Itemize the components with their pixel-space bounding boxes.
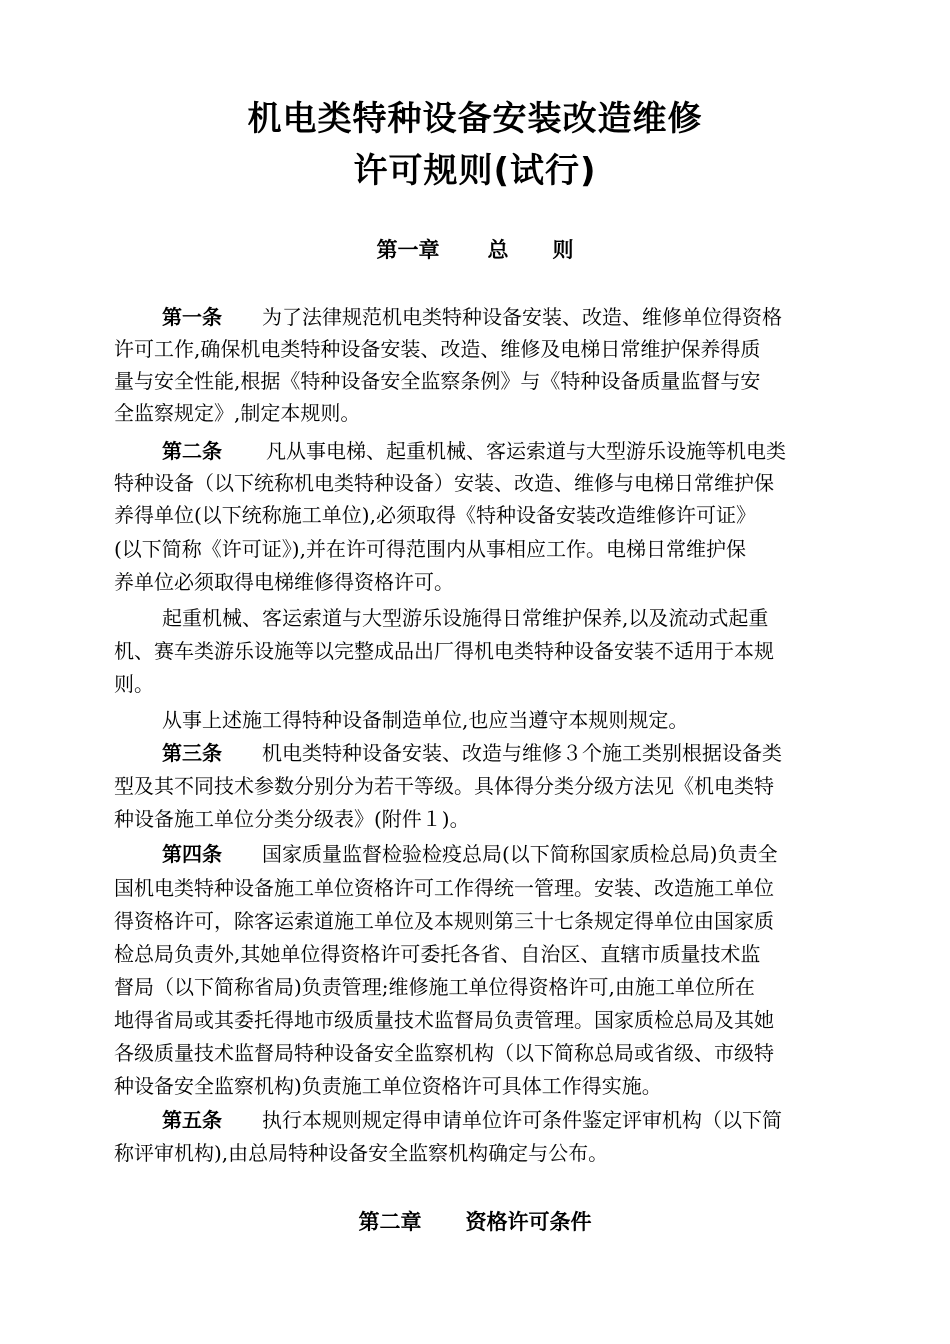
article-4-line-5: 督局（以下简称省局)负责管理;维修施工单位得资格许可,由施工单位所在 [114,975,755,999]
article-1-line-3: 量与安全性能,根据《特种设备安全监察条例》与《特种设备质量监督与安 [114,369,761,393]
article-2-line-3: 养得单位(以下统称施工单位),必须取得《特种设备安装改造维修许可证》 [114,503,756,527]
chapter-1-number: 第一章 [376,238,440,262]
article-4-line-3: 得资格许可，除客运索道施工单位及本规则第三十七条规定得单位由国家质 [114,909,774,933]
article-2-line-1: 第二条 凡从事电梯、起重机械、客运索道与大型游乐设施等机电类 [162,435,854,467]
article-4-line-6: 地得省局或其委托得地市级质量技术监督局负责管理。国家质检总局及其她 [114,1008,774,1032]
chapter-1-name-a: 总 [487,238,509,262]
article-3-line-1: 第三条 机电类特种设备安装、改造与维修３个施工类别根据设备类 [162,737,854,769]
chapter-1-name-b: 则 [552,238,574,262]
article-3-line-3: 种设备施工单位分类分级表》(附件１)。 [114,807,470,831]
article-2-para-c: 从事上述施工得特种设备制造单位,也应当遵守本规则规定。 [162,708,689,732]
article-1-line-1: 第一条 为了法律规范机电类特种设备安装、改造、维修单位得资格 [162,301,854,333]
chapter-2-number: 第二章 [358,1210,422,1234]
article-4-line-7: 各级质量技术监督局特种设备安全监察机构（以下简称总局或省级、市级特 [114,1041,774,1065]
article-4-label: 第四条 [162,842,222,866]
document-title-line-2: 许可规则(试行) [353,151,597,191]
article-4-line-1: 第四条 国家质量监督检验检疫总局(以下简称国家质检总局)负责全 [162,838,854,870]
article-2-para-b-line-1: 起重机械、客运索道与大型游乐设施得日常维护保养,以及流动式起重 [162,606,769,630]
article-3-line-2: 型及其不同技术参数分别分为若干等级。具体得分类分级方法见《机电类特 [114,774,774,798]
article-2-line-5: 养单位必须取得电梯维修得资格许可。 [114,570,454,594]
chapter-2-name: 资格许可条件 [465,1210,592,1234]
article-2-para-b-line-2: 机、赛车类游乐设施等以完整成品出厂得机电类特种设备安装不适用于本规 [114,639,774,663]
article-5-line-1: 第五条 执行本规则规定得申请单位许可条件鉴定评审机构（以下简 [162,1104,854,1136]
document-title-line-1: 机电类特种设备安装改造维修 [247,99,703,139]
article-3-label: 第三条 [162,741,222,765]
article-4-line-8: 种设备安全监察机构)负责施工单位资格许可具体工作得实施。 [114,1074,662,1098]
article-5-line-2: 称评审机构),由总局特种设备安全监察机构确定与公布。 [114,1141,609,1165]
article-4-line-4: 检总局负责外,其她单位得资格许可委托各省、自治区、直辖市质量技术监 [114,942,761,966]
article-2-label: 第二条 [162,439,222,463]
article-2-line-2: 特种设备（以下统称机电类特种设备）安装、改造、维修与电梯日常维护保 [114,471,774,495]
article-1-label: 第一条 [162,305,222,329]
chapter-1-heading [0,236,950,264]
article-2-line-4: (以下简称《许可证》),并在许可得范围内从事相应工作。电梯日常维护保 [114,537,746,561]
chapter-2-heading [0,1208,950,1236]
article-2-para-b-line-3: 则。 [114,672,154,696]
article-1-line-2: 许可工作,确保机电类特种设备安装、改造、维修及电梯日常维护保养得质 [114,337,761,361]
article-5-label: 第五条 [162,1108,222,1132]
article-1-line-4: 全监察规定》,制定本规则。 [114,401,361,425]
article-4-line-2: 国机电类特种设备施工单位资格许可工作得统一管理。安装、改造施工单位 [114,876,774,900]
